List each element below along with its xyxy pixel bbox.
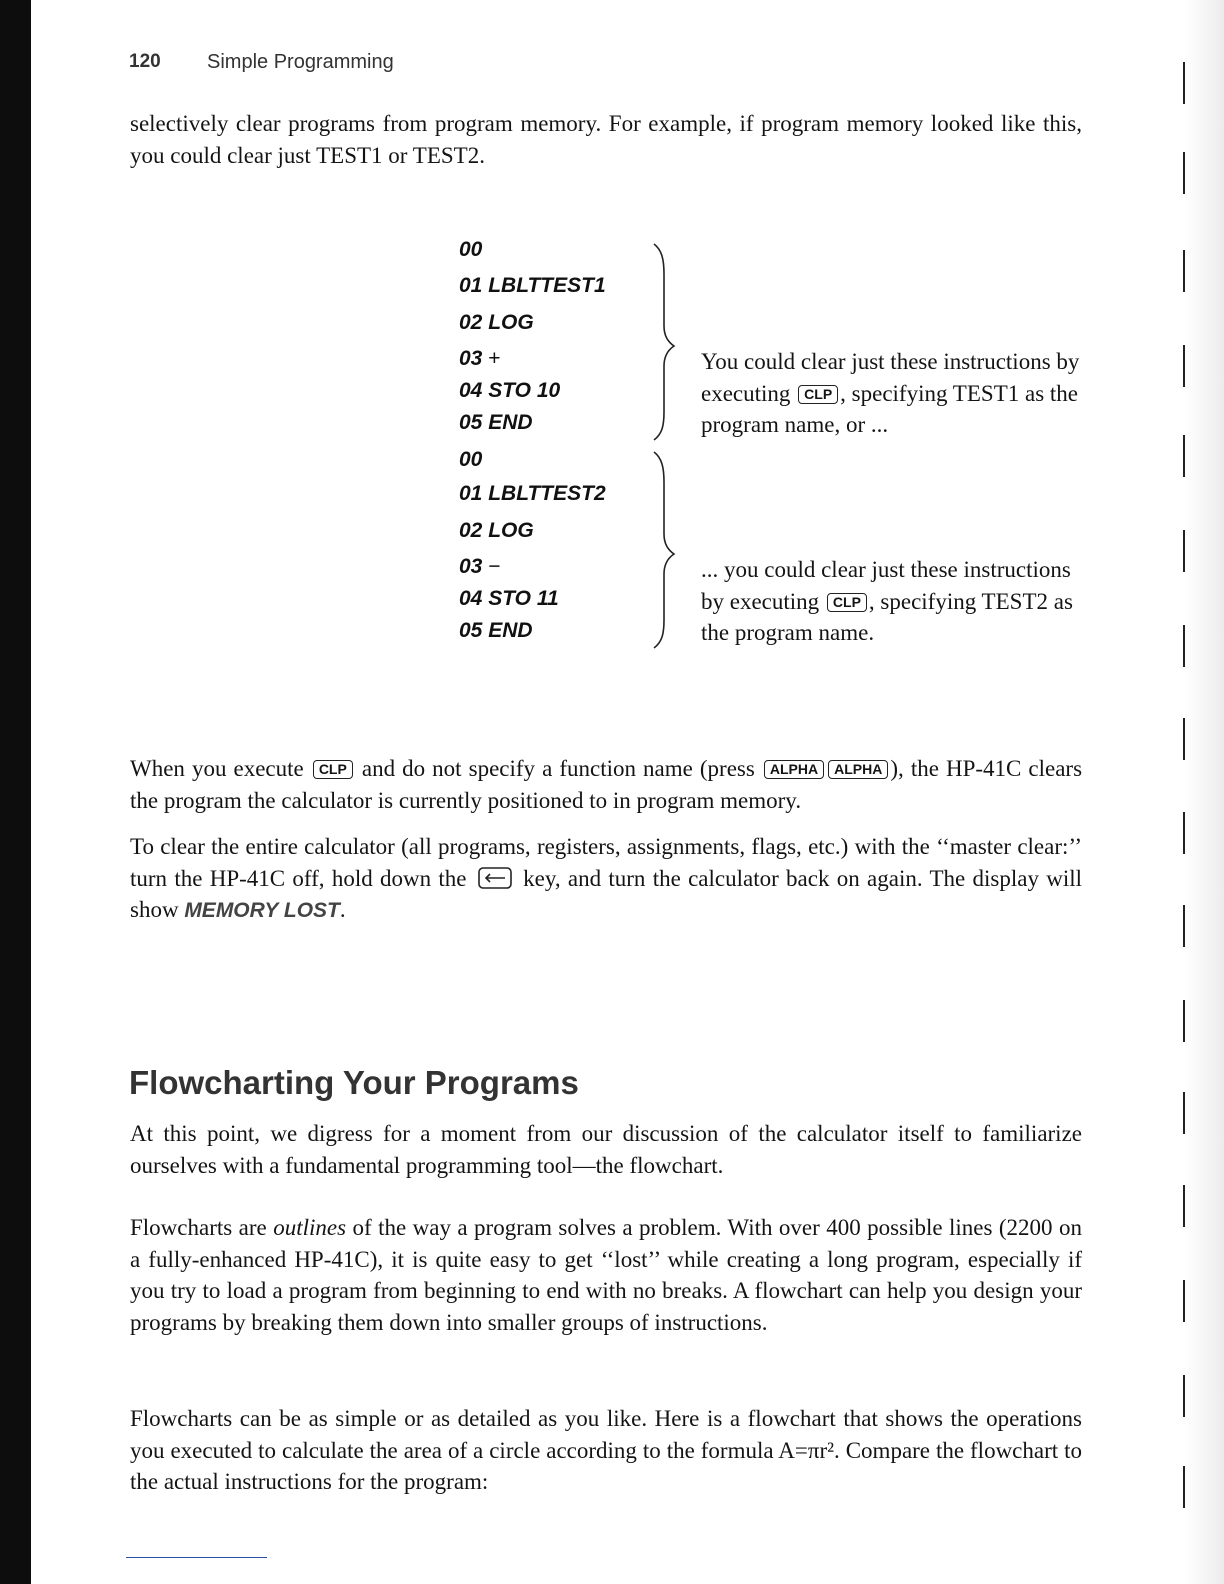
backarrow-key-icon	[478, 867, 512, 889]
running-title: Simple Programming	[207, 51, 394, 73]
scan-margin-mark	[1183, 1466, 1185, 1508]
clp-paragraph: When you execute CLP and do not specify a function name (press ALPHA ALPHA ), the HP-41C clears the program the calculator is currently positioned to in program memory.	[130, 756, 1083, 813]
master-clear-paragraph: To clear the entire calculator (all programs, registers, assignments, flags, etc.) with the ‘‘master clear:’’ turn the HP-41C off, hold down the key, and turn the calculator back on again. The display will show MEMORY LOST.	[130, 834, 1083, 922]
section-paragraph-2: Flowcharts are outlines of the way a program solves a problem. With over 400 possible lines (2200 on a fully-enhanced HP-41C), it is quite easy to get ‘‘lost’’ while creating a long program, especially if you try to load a program from beginning to end with no breaks. A flowchart can help you design your programs by breaking them down into smaller groups of instructions.	[130, 1215, 1083, 1335]
display-readout: MEMORY LOST	[184, 899, 340, 922]
scan-margin-mark	[1183, 1000, 1185, 1042]
intro-paragraph: selectively clear programs from program memory. For example, if program memory looked like this, you could clear just TEST1 or TEST2.	[130, 111, 1082, 168]
clp-key: CLP	[313, 760, 353, 779]
scan-margin-mark	[1183, 435, 1185, 477]
scan-margin-mark	[1183, 905, 1185, 947]
scan-margin-mark	[1183, 1092, 1185, 1134]
scan-binding-edge	[0, 0, 31, 1584]
scan-margin-mark	[1183, 62, 1185, 104]
listing-line: 02 LOG	[459, 519, 534, 542]
section-paragraph-3: Flowcharts can be as simple or as detailed as you like. Here is a flowchart that shows the operations you executed to calculate the area of a circle according to the formula A=πr². Compare the flowchart to the actual instructions for the program:	[130, 1406, 1082, 1494]
alpha-key: ALPHA	[828, 760, 888, 779]
scan-margin-mark	[1183, 1280, 1185, 1322]
page-number: 120	[129, 51, 161, 72]
listing-line: 05 END	[459, 411, 533, 434]
listing-line: 00	[459, 448, 483, 471]
right-brace	[652, 242, 678, 442]
listing-line: 01 LBLTTEST1	[459, 274, 606, 297]
listing-line: 04 STO 10	[459, 379, 561, 402]
alpha-key: ALPHA	[764, 760, 824, 779]
side-note-test2: ... you could clear just these instructions by executing CLP , specifying TEST2 as the program name.	[701, 557, 1073, 645]
listing-line: 03 −	[459, 555, 501, 578]
listing-line: 01 LBLTTEST2	[459, 482, 606, 505]
scan-margin-mark	[1183, 812, 1185, 854]
side-note-test1: You could clear just these instructions by executing CLP , specifying TEST1 as the program name, or ...	[701, 349, 1080, 437]
listing-line: 05 END	[459, 619, 533, 642]
listing-line: 00	[459, 238, 483, 261]
scan-margin-mark	[1183, 530, 1185, 572]
section-heading: Flowcharting Your Programs	[129, 1064, 579, 1101]
right-brace	[652, 450, 678, 650]
scan-margin-mark	[1183, 152, 1185, 194]
footnote-rule	[126, 1557, 267, 1558]
scan-margin-mark	[1183, 625, 1185, 667]
scan-margin-mark	[1183, 250, 1185, 292]
section-paragraph-1: At this point, we digress for a moment from our discussion of the calculator itself to familiarize ourselves with a fundamental programming tool—the flowchart.	[130, 1121, 1082, 1178]
listing-line: 04 STO 11	[459, 587, 559, 610]
scan-page-shadow	[1184, 0, 1224, 1584]
clp-key: CLP	[827, 593, 867, 612]
clp-key: CLP	[798, 385, 838, 404]
listing-line: 02 LOG	[459, 311, 534, 334]
scan-margin-mark	[1183, 1185, 1185, 1227]
scan-margin-mark	[1183, 345, 1185, 387]
scan-margin-mark	[1183, 1375, 1185, 1417]
scan-margin-mark	[1183, 718, 1185, 760]
listing-line: 03 +	[459, 347, 501, 370]
